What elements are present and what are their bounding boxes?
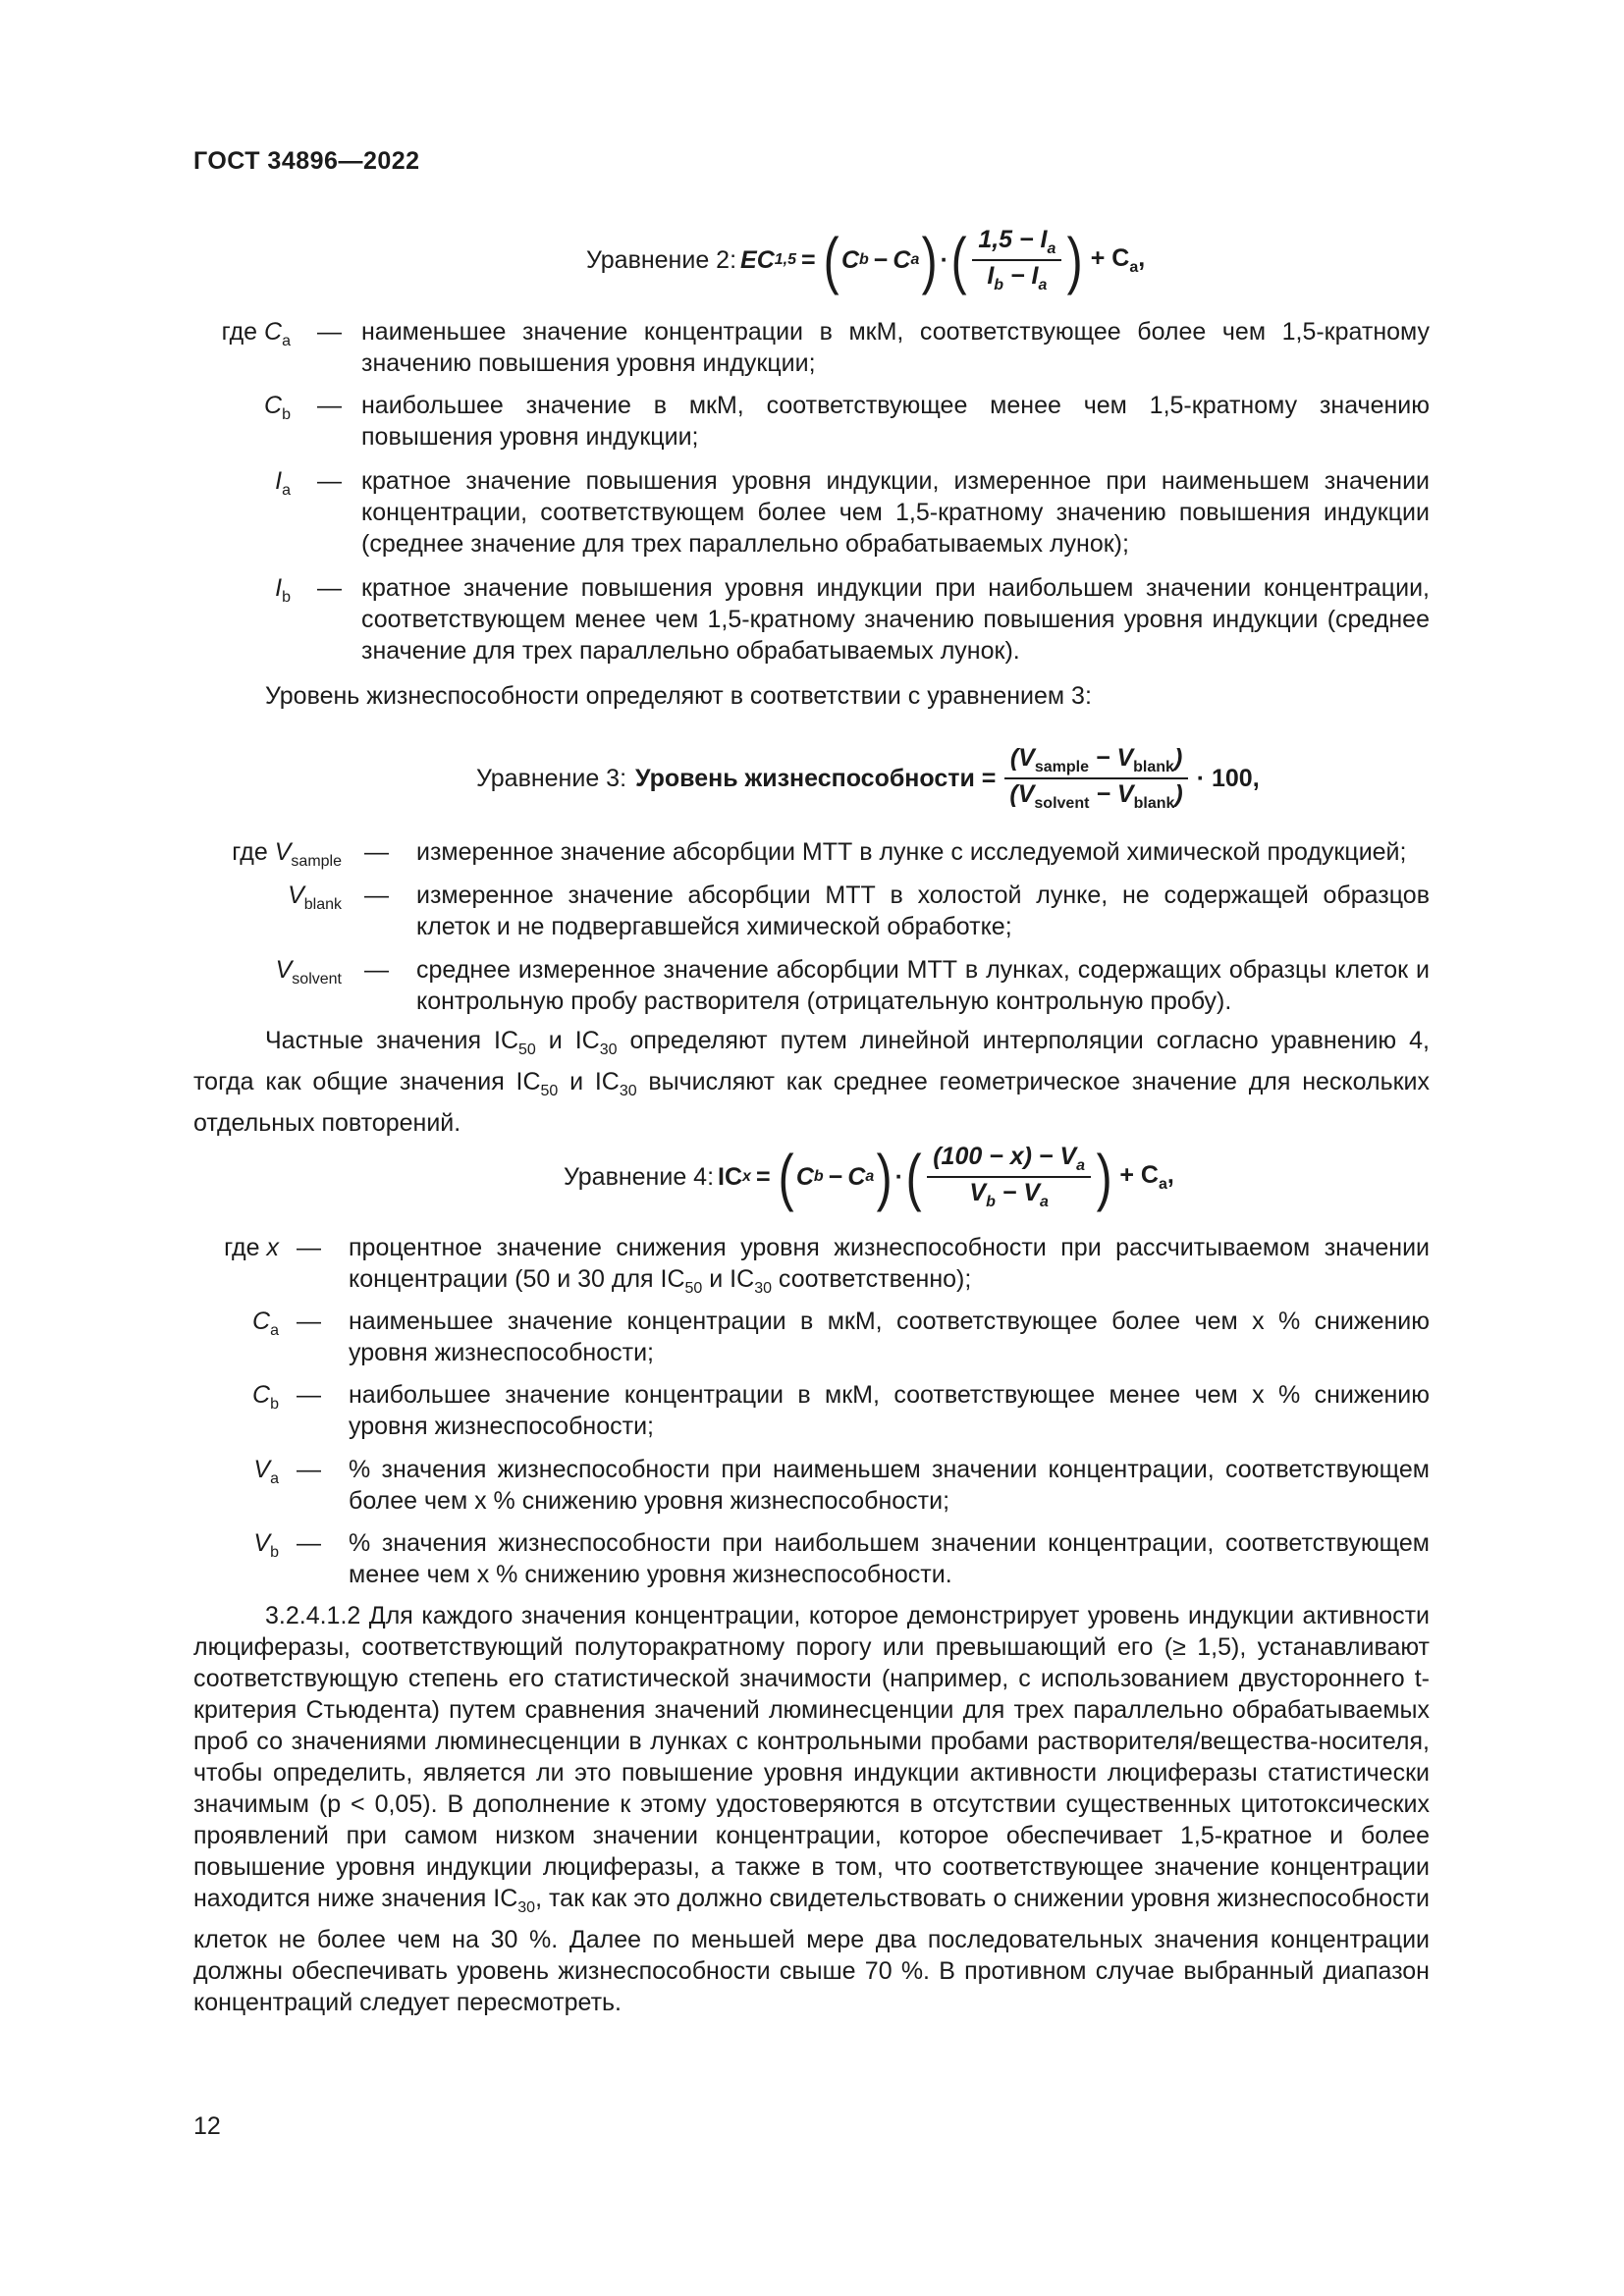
page-number: 12	[193, 2112, 221, 2140]
definition-va: $V_a$ — % значения жизнеспособности при наименьшем значении концентрации, соответствующем более чем x % снижению уровня жизнеспособности;	[253, 1456, 1430, 1515]
equation-2-fraction: $\frac{1,5 - I_a}{I_b - I_a}$	[972, 226, 1061, 294]
equation-4-label: Уравнение 4:	[564, 1162, 715, 1191]
paragraph-ic-values: Частные значения $IC_{50}$ и $IC_{30}$ определяют путем линейной интерполяции согласно уравнению 4, тогда как общие значения $IC_{50}$ и $IC_{30}$ вычисляют как среднее геометрическое значение для нескольких отдельных повторений.	[193, 1027, 1430, 1137]
definition-ca: где $C_a$ — наименьшее значение концентрации в мкМ, соответствующее более чем 1,5-кратному значению повышения уровня индукции;	[221, 318, 1430, 377]
document-header: ГОСТ 34896—2022	[193, 147, 420, 175]
equation-2-formula: EC 1,5 = ( C b − C a ) · ( $\frac{1,5 - I_a}{I_b - I_a}$ ) + $C_a$,	[740, 225, 1146, 295]
definition-ib: $I_b$ — кратное значение повышения уровня индукции при наибольшем значении концентрации, соответствующем менее чем 1,5-кратному значению повышения уровня индукции (среднее значение для трех параллельно обрабатываемых лунок).	[275, 574, 1430, 665]
equation-3	[476, 744, 1265, 813]
equation-3-fraction: $\frac{(V_{sample} - V_{blank})}{(V_{solvent} - V_{blank})}$	[1003, 744, 1188, 813]
definition-vblank: $V_{blank}$ — измеренное значение абсорбции МТТ в холостой лунке, не содержащей образцов клеток и не подвергавшейся химической обработке;	[288, 881, 1430, 940]
definition-vb: $V_b$ — % значения жизнеспособности при наибольшем значении концентрации, соответствующем менее чем x % снижению уровня жизнеспособности.	[253, 1529, 1430, 1588]
definition-ca-2: $C_a$ — наименьшее значение концентрации в мкМ, соответствующее более чем x % снижению уровня жизнеспособности;	[252, 1308, 1430, 1366]
equation-4-formula: IC x = ( C b − C a ) · ( $\frac{(100 - x) - V_a}{V_b - V_a}$ ) + $C_a$,	[718, 1142, 1174, 1212]
equation-3-formula: Уровень жизнеспособности = $\frac{(V_{sample} - V_{blank})}{(V_{solvent} - V_{blank})}$ · 100,	[635, 744, 1260, 812]
paragraph-3-2-4-1-2: 3.2.4.1.2 Для каждого значения концентрации, которое демонстрирует уровень индукции активности люциферазы, соответствующий полуторакратному порогу или превышающий его (≥ 1,5), устанавливают соответствующую степень его статистической значимости (например, с использованием двустороннего t-критерия Стьюдента) путем сравнения значений люминесценции для трех параллельно обрабатываемых проб со значениями люминесценции в лунках с контрольными пробами растворителя/вещества-носителя, чтобы определить, является ли это повышение уровня индукции активности люциферазы статистически значимым (p < 0,05). В дополнение к этому удостоверяются в отсутствии существенных цитотоксических проявлений при самом низком значении концентрации, которое обеспечивает 1,5-кратное и более повышение уровня индукции люциферазы, а также в том, что соответствующее значение концентрации находится ниже значения $IC_{30}$, так как это должно свидетельствовать о снижении уровня жизнеспособности клеток не более чем на 30 %. Далее по меньшей мере два последовательных значения концентрации должны обеспечивать уровень жизнеспособности свыше 70 %. В противном случае выбранный диапазон концентраций следует пересмотреть.	[193, 1602, 1431, 2016]
definition-vsolvent: $V_{solvent}$ — среднее измеренное значение абсорбции МТТ в лунках, содержащих образцы клеток и контрольную пробу растворителя (отрицательную контрольную пробу).	[275, 956, 1430, 1015]
equation-2-label: Уравнение 2:	[586, 245, 737, 274]
equation-3-label: Уравнение 3:	[476, 764, 627, 792]
definition-x: где x — процентное значение снижения уровня жизнеспособности при рассчитываемом значении концентрации (50 и 30 для $IC_{50}$ и $IC_{30}$ соответственно);	[224, 1234, 1430, 1297]
equation-2	[586, 226, 1150, 294]
definition-vsample: где $V_{sample}$ — измеренное значение абсорбции МТТ в лунке с исследуемой химической продукцией;	[232, 838, 1407, 870]
paragraph-viability-intro: Уровень жизнеспособности определяют в соответствии с уравнением 3:	[265, 682, 1092, 710]
equation-4	[564, 1143, 1179, 1211]
equation-4-fraction: $\frac{(100 - x) - V_a}{V_b - V_a}$	[927, 1143, 1091, 1211]
definition-cb-2: $C_b$ — наибольшее значение концентрации в мкМ, соответствующее менее чем x % снижению уровня жизнеспособности;	[252, 1381, 1430, 1440]
definition-ia: $I_a$ — кратное значение повышения уровня индукции, измеренное при наименьшем значении концентрации, соответствующем более чем 1,5-кратному значению повышения индукции (среднее значение для трех параллельно обрабатываемых лунок);	[275, 467, 1430, 558]
definition-cb: $C_b$ — наибольшее значение в мкМ, соответствующее менее чем 1,5-кратному значению повышения уровня индукции;	[264, 392, 1430, 451]
